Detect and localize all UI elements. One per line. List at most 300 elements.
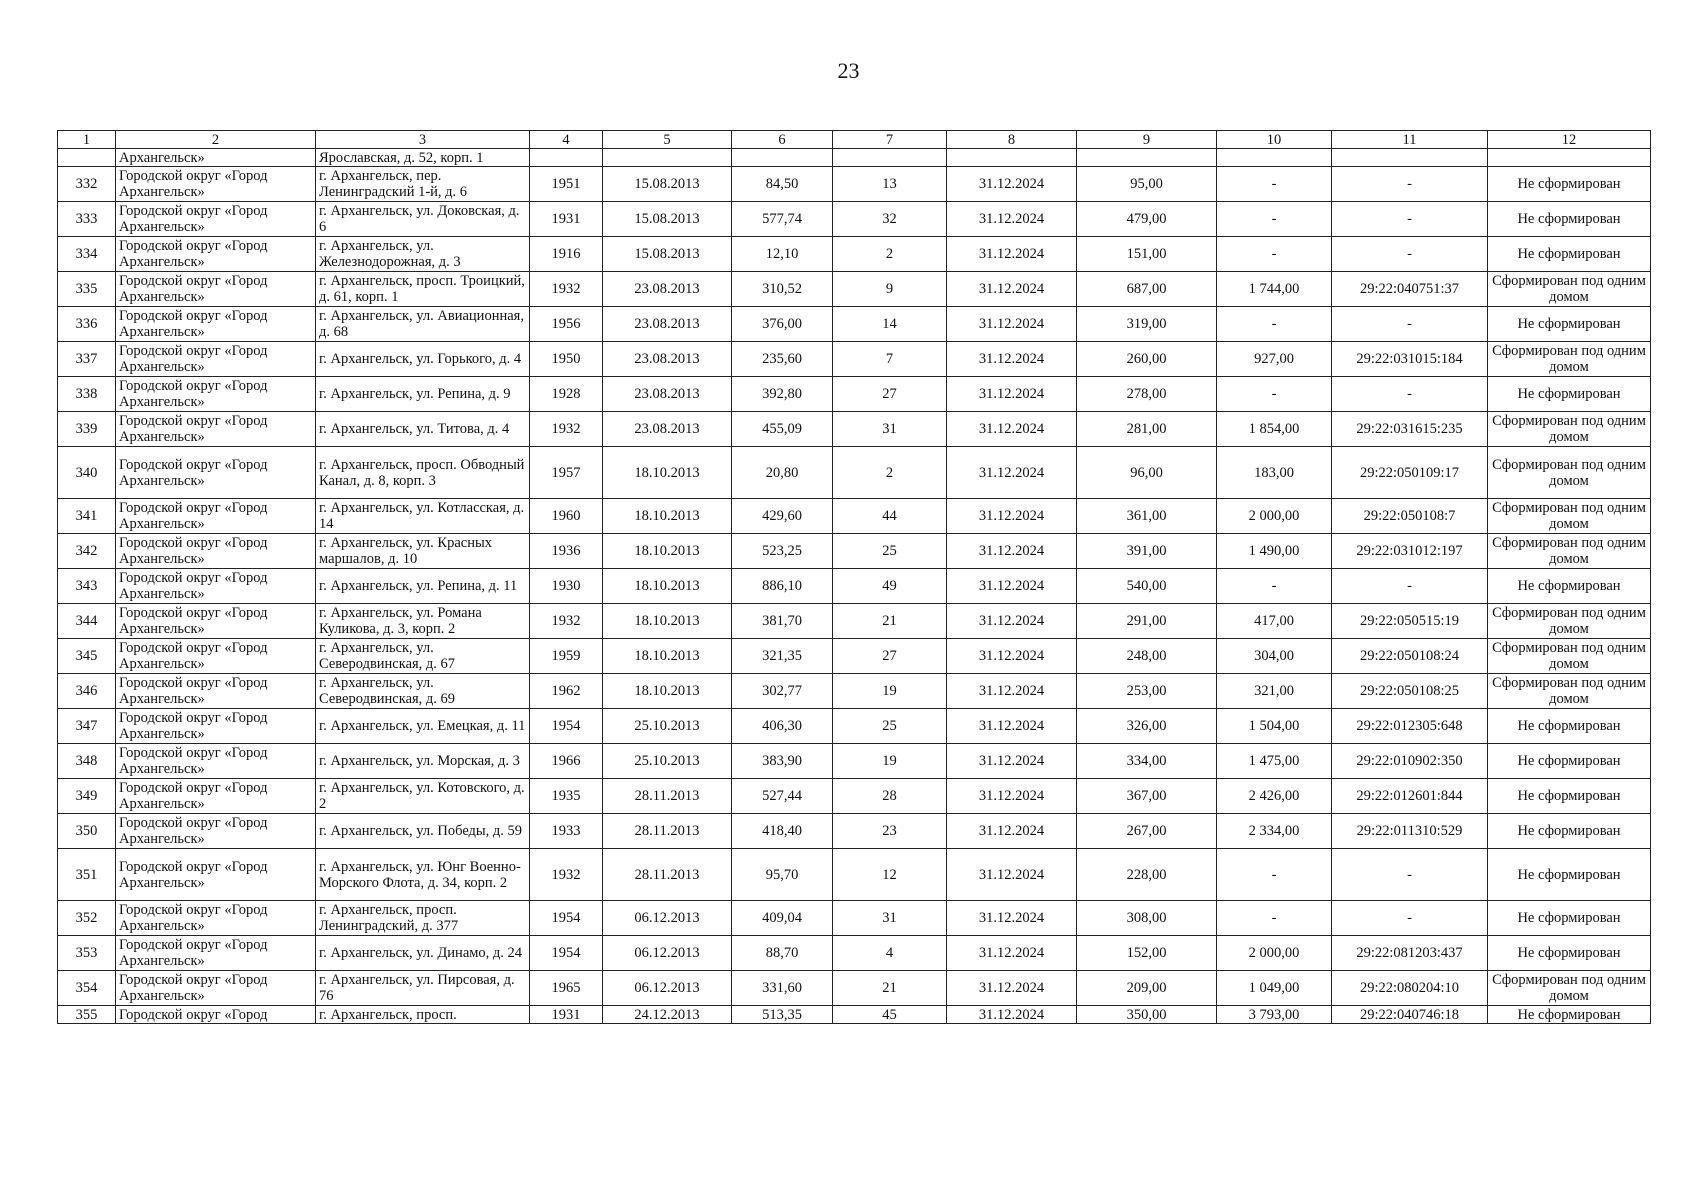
owner-cell: Городской округ «Город Архангельск»	[116, 412, 316, 447]
deadline-cell: 31.12.2024	[947, 412, 1077, 447]
date-cell: 23.08.2013	[603, 307, 732, 342]
land-area-cell: 927,00	[1217, 342, 1332, 377]
residents-cell: 32	[833, 202, 947, 237]
housing-registry-table	[57, 130, 1651, 1024]
status-cell: Не сформирован	[1488, 1006, 1651, 1024]
area2-cell: 391,00	[1077, 534, 1217, 569]
table-row	[58, 307, 1651, 342]
owner-cell: Городской округ «Город Архангельск»	[116, 936, 316, 971]
owner-cell: Городской округ «Город Архангельск»	[116, 674, 316, 709]
land-area-cell: 183,00	[1217, 447, 1332, 499]
owner-cell: Городской округ «Город	[116, 1006, 316, 1024]
address-cell: г. Архангельск, ул. Красных маршалов, д. 10	[316, 534, 530, 569]
deadline-cell: 31.12.2024	[947, 936, 1077, 971]
residents-cell: 45	[833, 1006, 947, 1024]
area2-cell: 152,00	[1077, 936, 1217, 971]
row-number-cell: 333	[58, 202, 116, 237]
status-cell: Не сформирован	[1488, 377, 1651, 412]
table-row	[58, 901, 1651, 936]
land-area-cell: 304,00	[1217, 639, 1332, 674]
area2-cell: 96,00	[1077, 447, 1217, 499]
owner-cell: Городской округ «Город Архангельск»	[116, 237, 316, 272]
cadastral-number-cell: -	[1332, 237, 1488, 272]
owner-cell: Городской округ «Город Архангельск»	[116, 342, 316, 377]
status-cell: Не сформирован	[1488, 744, 1651, 779]
table-row	[58, 709, 1651, 744]
table-row	[58, 377, 1651, 412]
area-cell: 381,70	[732, 604, 833, 639]
column-header: 1	[58, 131, 116, 149]
area2-cell: 281,00	[1077, 412, 1217, 447]
table-row	[58, 534, 1651, 569]
land-area-cell: 1 490,00	[1217, 534, 1332, 569]
row-number-cell: 352	[58, 901, 116, 936]
deadline-cell: 31.12.2024	[947, 202, 1077, 237]
year-cell: 1932	[530, 604, 603, 639]
area2-cell: 278,00	[1077, 377, 1217, 412]
cadastral-number-cell: 29:22:040751:37	[1332, 272, 1488, 307]
address-cell: г. Архангельск, просп.	[316, 1006, 530, 1024]
deadline-cell: 31.12.2024	[947, 499, 1077, 534]
area-cell: 406,30	[732, 709, 833, 744]
status-cell: Сформирован под одним домом	[1488, 499, 1651, 534]
owner-cell: Городской округ «Город Архангельск»	[116, 779, 316, 814]
row-number-cell: 332	[58, 167, 116, 202]
table-cell	[1332, 149, 1488, 167]
area-cell: 321,35	[732, 639, 833, 674]
area-cell: 392,80	[732, 377, 833, 412]
year-cell: 1950	[530, 342, 603, 377]
cadastral-number-cell: 29:22:031012:197	[1332, 534, 1488, 569]
table-cell	[833, 149, 947, 167]
land-area-cell: -	[1217, 202, 1332, 237]
row-number-cell: 350	[58, 814, 116, 849]
residents-cell: 25	[833, 709, 947, 744]
address-cell: г. Архангельск, ул. Репина, д. 9	[316, 377, 530, 412]
table-row	[58, 1006, 1651, 1024]
owner-cell: Городской округ «Город Архангельск»	[116, 901, 316, 936]
continuation-row	[58, 149, 1651, 167]
land-area-cell: -	[1217, 569, 1332, 604]
status-cell: Не сформирован	[1488, 849, 1651, 901]
table-row	[58, 674, 1651, 709]
row-number-cell: 347	[58, 709, 116, 744]
column-number-row	[58, 131, 1651, 149]
date-cell: 15.08.2013	[603, 202, 732, 237]
residents-cell: 14	[833, 307, 947, 342]
owner-cell: Городской округ «Город Архангельск»	[116, 814, 316, 849]
row-number-cell: 345	[58, 639, 116, 674]
column-header: 5	[603, 131, 732, 149]
land-area-cell: 417,00	[1217, 604, 1332, 639]
cadastral-number-cell: 29:22:012305:648	[1332, 709, 1488, 744]
status-cell: Не сформирован	[1488, 237, 1651, 272]
area-cell: 20,80	[732, 447, 833, 499]
column-header: 4	[530, 131, 603, 149]
owner-cell: Городской округ «Город Архангельск»	[116, 604, 316, 639]
owner-cell: Городской округ «Город Архангельск»	[116, 377, 316, 412]
residents-cell: 23	[833, 814, 947, 849]
area2-cell: 151,00	[1077, 237, 1217, 272]
area-cell: 513,35	[732, 1006, 833, 1024]
area2-cell: 361,00	[1077, 499, 1217, 534]
residents-cell: 27	[833, 639, 947, 674]
table-row	[58, 569, 1651, 604]
land-area-cell: 1 049,00	[1217, 971, 1332, 1006]
owner-cell: Городской округ «Город Архангельск»	[116, 569, 316, 604]
address-cell: г. Архангельск, ул. Железнодорожная, д. 3	[316, 237, 530, 272]
cadastral-number-cell: -	[1332, 377, 1488, 412]
column-header: 2	[116, 131, 316, 149]
address-cell: г. Архангельск, ул. Репина, д. 11	[316, 569, 530, 604]
owner-cell: Городской округ «Город Архангельск»	[116, 499, 316, 534]
land-area-cell: -	[1217, 849, 1332, 901]
cadastral-number-cell: -	[1332, 849, 1488, 901]
table-cell	[947, 149, 1077, 167]
status-cell: Сформирован под одним домом	[1488, 342, 1651, 377]
area2-cell: 326,00	[1077, 709, 1217, 744]
owner-cell: Городской округ «Город Архангельск»	[116, 744, 316, 779]
area-cell: 310,52	[732, 272, 833, 307]
date-cell: 15.08.2013	[603, 237, 732, 272]
status-cell: Сформирован под одним домом	[1488, 604, 1651, 639]
cadastral-number-cell: -	[1332, 569, 1488, 604]
address-cell: г. Архангельск, ул. Северодвинская, д. 69	[316, 674, 530, 709]
owner-cell: Городской округ «Город Архангельск»	[116, 272, 316, 307]
address-cell: г. Архангельск, просп. Ленинградский, д. 377	[316, 901, 530, 936]
year-cell: 1956	[530, 307, 603, 342]
date-cell: 06.12.2013	[603, 936, 732, 971]
year-cell: 1928	[530, 377, 603, 412]
status-cell: Сформирован под одним домом	[1488, 447, 1651, 499]
deadline-cell: 31.12.2024	[947, 167, 1077, 202]
date-cell: 06.12.2013	[603, 971, 732, 1006]
status-cell: Не сформирован	[1488, 936, 1651, 971]
deadline-cell: 31.12.2024	[947, 569, 1077, 604]
cadastral-number-cell: 29:22:081203:437	[1332, 936, 1488, 971]
deadline-cell: 31.12.2024	[947, 709, 1077, 744]
area-cell: 12,10	[732, 237, 833, 272]
area-cell: 455,09	[732, 412, 833, 447]
date-cell: 25.10.2013	[603, 744, 732, 779]
year-cell: 1962	[530, 674, 603, 709]
residents-cell: 9	[833, 272, 947, 307]
table-row	[58, 639, 1651, 674]
deadline-cell: 31.12.2024	[947, 307, 1077, 342]
status-cell: Не сформирован	[1488, 202, 1651, 237]
residents-cell: 28	[833, 779, 947, 814]
cadastral-number-cell: -	[1332, 202, 1488, 237]
area2-cell: 367,00	[1077, 779, 1217, 814]
date-cell: 15.08.2013	[603, 167, 732, 202]
cadastral-number-cell: 29:22:011310:529	[1332, 814, 1488, 849]
land-area-cell: 321,00	[1217, 674, 1332, 709]
residents-cell: 2	[833, 237, 947, 272]
land-area-cell: 1 744,00	[1217, 272, 1332, 307]
row-number-cell: 341	[58, 499, 116, 534]
area-cell: 418,40	[732, 814, 833, 849]
owner-cell: Городской округ «Город Архангельск»	[116, 534, 316, 569]
area2-cell: 228,00	[1077, 849, 1217, 901]
address-cell: г. Архангельск, просп. Обводный Канал, д. 8, корп. 3	[316, 447, 530, 499]
year-cell: 1960	[530, 499, 603, 534]
column-header: 7	[833, 131, 947, 149]
residents-cell: 21	[833, 604, 947, 639]
year-cell: 1916	[530, 237, 603, 272]
status-cell: Сформирован под одним домом	[1488, 674, 1651, 709]
area-cell: 88,70	[732, 936, 833, 971]
residents-cell: 31	[833, 412, 947, 447]
area-cell: 527,44	[732, 779, 833, 814]
address-cell: г. Архангельск, ул. Доковская, д. 6	[316, 202, 530, 237]
cadastral-number-cell: 29:22:012601:844	[1332, 779, 1488, 814]
area2-cell: 267,00	[1077, 814, 1217, 849]
status-cell: Не сформирован	[1488, 307, 1651, 342]
area-cell: 429,60	[732, 499, 833, 534]
area2-cell: 248,00	[1077, 639, 1217, 674]
residents-cell: 19	[833, 674, 947, 709]
row-number-cell: 338	[58, 377, 116, 412]
row-number-cell: 334	[58, 237, 116, 272]
cadastral-number-cell: 29:22:031015:184	[1332, 342, 1488, 377]
cadastral-number-cell: 29:22:050109:17	[1332, 447, 1488, 499]
cadastral-number-cell: 29:22:010902:350	[1332, 744, 1488, 779]
row-number-cell: 344	[58, 604, 116, 639]
land-area-cell: 2 426,00	[1217, 779, 1332, 814]
cadastral-number-cell: -	[1332, 167, 1488, 202]
deadline-cell: 31.12.2024	[947, 272, 1077, 307]
row-number-cell: 343	[58, 569, 116, 604]
table-row	[58, 447, 1651, 499]
date-cell: 06.12.2013	[603, 901, 732, 936]
cadastral-number-cell: -	[1332, 901, 1488, 936]
date-cell: 23.08.2013	[603, 342, 732, 377]
residents-cell: 25	[833, 534, 947, 569]
deadline-cell: 31.12.2024	[947, 639, 1077, 674]
deadline-cell: 31.12.2024	[947, 849, 1077, 901]
deadline-cell: 31.12.2024	[947, 604, 1077, 639]
residents-cell: 12	[833, 849, 947, 901]
owner-cell: Архангельск»	[116, 149, 316, 167]
table-row	[58, 237, 1651, 272]
table-row	[58, 971, 1651, 1006]
year-cell: 1957	[530, 447, 603, 499]
status-cell: Не сформирован	[1488, 569, 1651, 604]
area2-cell: 95,00	[1077, 167, 1217, 202]
table-cell	[530, 149, 603, 167]
deadline-cell: 31.12.2024	[947, 744, 1077, 779]
area-cell: 235,60	[732, 342, 833, 377]
area-cell: 886,10	[732, 569, 833, 604]
cadastral-number-cell: -	[1332, 307, 1488, 342]
date-cell: 28.11.2013	[603, 849, 732, 901]
status-cell: Сформирован под одним домом	[1488, 639, 1651, 674]
column-header: 12	[1488, 131, 1651, 149]
year-cell: 1966	[530, 744, 603, 779]
table-cell	[58, 149, 116, 167]
deadline-cell: 31.12.2024	[947, 779, 1077, 814]
deadline-cell: 31.12.2024	[947, 447, 1077, 499]
date-cell: 18.10.2013	[603, 534, 732, 569]
row-number-cell: 349	[58, 779, 116, 814]
land-area-cell: 1 475,00	[1217, 744, 1332, 779]
deadline-cell: 31.12.2024	[947, 674, 1077, 709]
residents-cell: 49	[833, 569, 947, 604]
date-cell: 18.10.2013	[603, 674, 732, 709]
year-cell: 1959	[530, 639, 603, 674]
address-cell: г. Архангельск, ул. Морская, д. 3	[316, 744, 530, 779]
year-cell: 1931	[530, 202, 603, 237]
row-number-cell: 339	[58, 412, 116, 447]
date-cell: 28.11.2013	[603, 779, 732, 814]
date-cell: 23.08.2013	[603, 412, 732, 447]
status-cell: Сформирован под одним домом	[1488, 971, 1651, 1006]
land-area-cell: 2 000,00	[1217, 936, 1332, 971]
cadastral-number-cell: 29:22:050108:7	[1332, 499, 1488, 534]
year-cell: 1954	[530, 936, 603, 971]
row-number-cell: 346	[58, 674, 116, 709]
year-cell: 1951	[530, 167, 603, 202]
land-area-cell: -	[1217, 901, 1332, 936]
area2-cell: 253,00	[1077, 674, 1217, 709]
date-cell: 23.08.2013	[603, 377, 732, 412]
date-cell: 24.12.2013	[603, 1006, 732, 1024]
residents-cell: 31	[833, 901, 947, 936]
residents-cell: 4	[833, 936, 947, 971]
date-cell: 23.08.2013	[603, 272, 732, 307]
year-cell: 1932	[530, 849, 603, 901]
residents-cell: 44	[833, 499, 947, 534]
page-number: 23	[837, 58, 860, 83]
area2-cell: 334,00	[1077, 744, 1217, 779]
table-row	[58, 814, 1651, 849]
cadastral-number-cell: 29:22:050108:25	[1332, 674, 1488, 709]
year-cell: 1954	[530, 901, 603, 936]
date-cell: 25.10.2013	[603, 709, 732, 744]
cadastral-number-cell: 29:22:080204:10	[1332, 971, 1488, 1006]
year-cell: 1933	[530, 814, 603, 849]
table-row	[58, 202, 1651, 237]
address-cell: г. Архангельск, ул. Титова, д. 4	[316, 412, 530, 447]
area-cell: 383,90	[732, 744, 833, 779]
table-cell	[732, 149, 833, 167]
land-area-cell: -	[1217, 377, 1332, 412]
date-cell: 18.10.2013	[603, 604, 732, 639]
owner-cell: Городской округ «Город Архангельск»	[116, 447, 316, 499]
year-cell: 1954	[530, 709, 603, 744]
row-number-cell: 335	[58, 272, 116, 307]
address-cell: г. Архангельск, ул. Пирсовая, д. 76	[316, 971, 530, 1006]
area-cell: 523,25	[732, 534, 833, 569]
year-cell: 1930	[530, 569, 603, 604]
area2-cell: 319,00	[1077, 307, 1217, 342]
area2-cell: 209,00	[1077, 971, 1217, 1006]
row-number-cell: 353	[58, 936, 116, 971]
year-cell: 1936	[530, 534, 603, 569]
address-cell: г. Архангельск, просп. Троицкий, д. 61, корп. 1	[316, 272, 530, 307]
year-cell: 1931	[530, 1006, 603, 1024]
table-row	[58, 412, 1651, 447]
row-number-cell: 355	[58, 1006, 116, 1024]
row-number-cell: 354	[58, 971, 116, 1006]
status-cell: Сформирован под одним домом	[1488, 412, 1651, 447]
status-cell: Сформирован под одним домом	[1488, 534, 1651, 569]
year-cell: 1935	[530, 779, 603, 814]
column-header: 11	[1332, 131, 1488, 149]
column-header: 10	[1217, 131, 1332, 149]
column-header: 8	[947, 131, 1077, 149]
owner-cell: Городской округ «Город Архангельск»	[116, 849, 316, 901]
residents-cell: 27	[833, 377, 947, 412]
area-cell: 302,77	[732, 674, 833, 709]
area2-cell: 479,00	[1077, 202, 1217, 237]
area-cell: 331,60	[732, 971, 833, 1006]
area2-cell: 291,00	[1077, 604, 1217, 639]
cadastral-number-cell: 29:22:040746:18	[1332, 1006, 1488, 1024]
status-cell: Не сформирован	[1488, 901, 1651, 936]
area2-cell: 308,00	[1077, 901, 1217, 936]
land-area-cell: -	[1217, 307, 1332, 342]
year-cell: 1932	[530, 412, 603, 447]
row-number-cell: 340	[58, 447, 116, 499]
deadline-cell: 31.12.2024	[947, 377, 1077, 412]
table-row	[58, 499, 1651, 534]
column-header: 3	[316, 131, 530, 149]
residents-cell: 21	[833, 971, 947, 1006]
residents-cell: 2	[833, 447, 947, 499]
owner-cell: Городской округ «Город Архангельск»	[116, 709, 316, 744]
status-cell: Не сформирован	[1488, 709, 1651, 744]
table-cell	[1488, 149, 1651, 167]
area-cell: 376,00	[732, 307, 833, 342]
land-area-cell: 3 793,00	[1217, 1006, 1332, 1024]
row-number-cell: 336	[58, 307, 116, 342]
address-cell: г. Архангельск, ул. Романа Куликова, д. 3, корп. 2	[316, 604, 530, 639]
status-cell: Не сформирован	[1488, 779, 1651, 814]
deadline-cell: 31.12.2024	[947, 814, 1077, 849]
residents-cell: 7	[833, 342, 947, 377]
land-area-cell: 1 854,00	[1217, 412, 1332, 447]
address-cell: Ярославская, д. 52, корп. 1	[316, 149, 530, 167]
owner-cell: Городской округ «Город Архангельск»	[116, 202, 316, 237]
area-cell: 409,04	[732, 901, 833, 936]
area-cell: 84,50	[732, 167, 833, 202]
date-cell: 18.10.2013	[603, 499, 732, 534]
table-row	[58, 342, 1651, 377]
address-cell: г. Архангельск, ул. Емецкая, д. 11	[316, 709, 530, 744]
land-area-cell: 2 334,00	[1217, 814, 1332, 849]
residents-cell: 19	[833, 744, 947, 779]
area2-cell: 540,00	[1077, 569, 1217, 604]
status-cell: Сформирован под одним домом	[1488, 272, 1651, 307]
table-cell	[1217, 149, 1332, 167]
deadline-cell: 31.12.2024	[947, 237, 1077, 272]
address-cell: г. Архангельск, ул. Котовского, д. 2	[316, 779, 530, 814]
deadline-cell: 31.12.2024	[947, 342, 1077, 377]
cadastral-number-cell: 29:22:050515:19	[1332, 604, 1488, 639]
date-cell: 28.11.2013	[603, 814, 732, 849]
status-cell: Не сформирован	[1488, 167, 1651, 202]
table-row	[58, 779, 1651, 814]
table-cell	[1077, 149, 1217, 167]
row-number-cell: 337	[58, 342, 116, 377]
deadline-cell: 31.12.2024	[947, 534, 1077, 569]
table-row	[58, 936, 1651, 971]
residents-cell: 13	[833, 167, 947, 202]
deadline-cell: 31.12.2024	[947, 971, 1077, 1006]
row-number-cell: 342	[58, 534, 116, 569]
land-area-cell: -	[1217, 237, 1332, 272]
